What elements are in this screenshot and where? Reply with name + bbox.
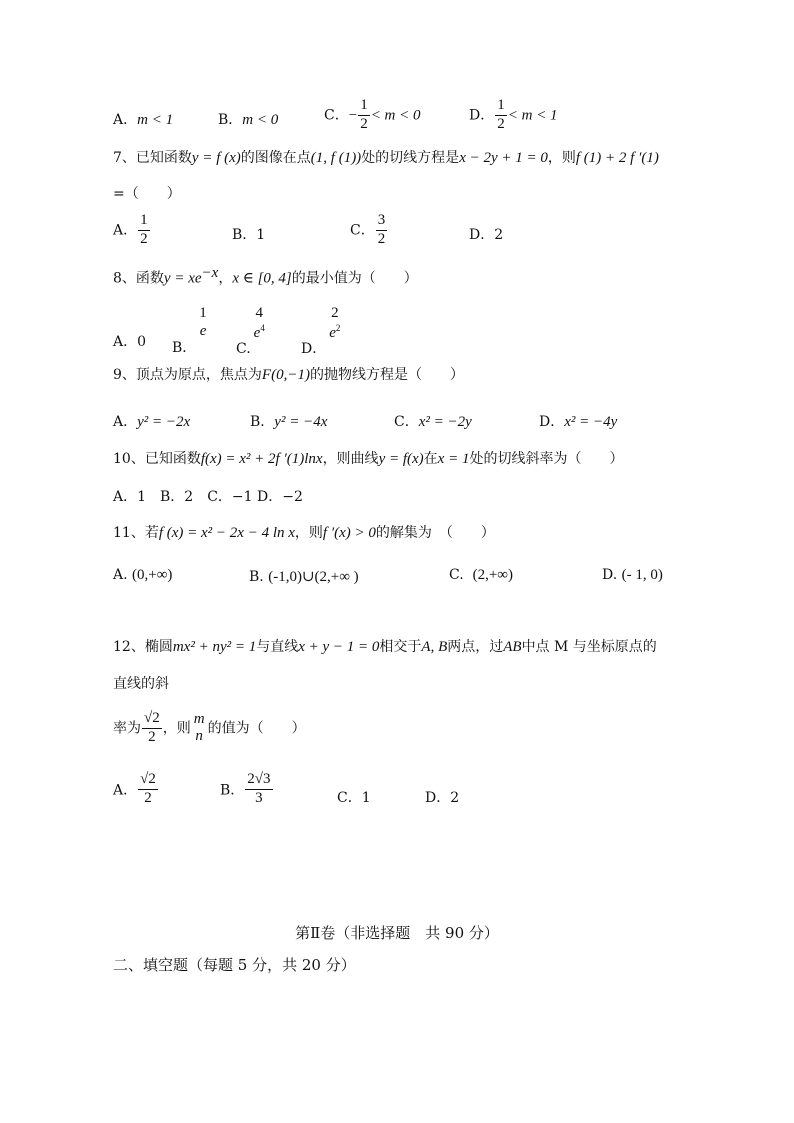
q6-option-d-denominator: 2 [497,115,505,132]
q12-text-g: ，则 [162,720,191,737]
q12-option-b-fraction [245,772,272,807]
q9-stem [113,368,464,383]
q9-option-b-label: B． [250,414,275,430]
q8-text-a: 8、函数 [113,270,164,287]
q12-stem [113,640,657,655]
q6-option-c-numerator: 1 [358,98,370,116]
q11-option-b [249,567,359,586]
q9-option-b-math: y² = −4x [274,414,328,430]
q8-option-d-denominator: e [329,324,336,341]
q8-stem [113,266,418,287]
q11-option-d-math: (- 1, 0) [621,567,663,583]
q9-option-b [250,411,327,431]
q11-option-b-math: (-1,0)∪(2,+∞ ) [268,569,359,585]
q12-ratio-numerator: m [193,710,205,727]
q6-option-a-label: A． [113,112,138,128]
q6-option-d-fraction [495,98,507,133]
q7-option-a-denominator: 2 [140,230,148,247]
q6-option-c-label: C． [324,107,349,124]
q6-option-d-numerator: 1 [495,98,507,116]
q6-option-d-label: D． [469,107,495,124]
q12-ratio-denominator: n [195,728,203,745]
q12-math-3: A, B [421,639,448,655]
q12-option-a-denominator: 2 [144,789,152,806]
q8-option-a: A．0 [113,334,147,350]
q12-text-d: 两点，过 [447,639,504,655]
q7-option-a-label: A． [113,222,138,239]
q11-option-a-math: (0,+∞) [132,567,173,583]
q12-option-b-label: B． [220,782,245,799]
q6-option-d [469,98,558,133]
q11-option-d-label: D. [602,567,618,583]
q6-option-d-tail: < m < 1 [507,107,558,124]
q8-text-b: ， [218,270,233,287]
section-title: 第Ⅱ卷（非选择题 共 90 分） [295,924,499,942]
q7-math-3: x − 2y + 1 = 0 [459,150,548,166]
q8-option-d-numerator: 2 [331,305,339,321]
q11-option-c [449,567,513,584]
q9-math-1: F(0,−1) [261,367,310,383]
q12-option-c: C．1 [337,790,371,806]
q8-option-b-label: B． [172,339,197,356]
q8-math-1: y = xe [163,270,202,287]
q7-option-c-numerator: 3 [376,213,388,231]
q8-option-c-fraction [252,306,267,342]
q10-text-b: ，则曲线 [322,451,379,467]
q12-text-a: 12、椭圆 [113,639,173,655]
q11-math-1: f (x) = x² − 2x − 4 ln x [158,525,295,541]
q8-option-d-fraction [327,306,342,342]
q7-option-a-fraction [138,213,150,248]
q9-option-d-math: x² = −4y [564,414,618,430]
q8-option-d-exponent: 2 [335,322,341,333]
q12-math-4: AB [503,639,522,655]
q11-text-a: 11、若 [113,525,159,541]
q12-option-b [220,772,274,807]
q7-math-4: f (1) + 2 f ′(1) [575,150,659,166]
q7-option-c-fraction [376,213,388,248]
q6-option-c-minus: − [348,107,358,124]
q8-option-c-label: C. [236,340,251,357]
q10-math-2: y = f(x) [378,451,424,467]
q7-text-c: 处的切线方程是 [361,150,460,166]
q12-option-a-numerator: √2 [138,772,158,790]
q9-option-d [539,411,617,431]
q6-option-b-math: m < 0 [242,112,279,128]
q9-option-c-math: x² = −2y [418,414,472,430]
q11-math-2: f ′(x) > 0 [322,525,376,541]
q12-option-a [113,772,159,807]
q10-math-1: f(x) = x² + 2f ′(1)lnx [200,451,323,467]
q6-option-b [218,109,278,129]
q12-option-d: D．2 [425,790,460,806]
q12-text-b: 与直线 [256,639,299,655]
q7-answer-blank: =（ ） [113,186,181,202]
q7-option-c-denominator: 2 [377,230,386,247]
q9-option-d-label: D． [539,414,565,430]
q9-option-c [394,411,472,431]
q7-text-a: 7、已知函数 [113,150,192,166]
q6-option-b-label: B． [218,112,243,128]
q9-option-a [113,411,190,431]
q8-option-c-exponent: 4 [260,322,265,333]
q7-math-2: (1, f (1)) [310,150,362,166]
q7-option-b: B．1 [232,227,266,243]
q11-option-d [602,567,663,584]
q9-option-a-math: y² = −2x [137,414,191,430]
q9-text-a: 9、顶点为原点，焦点为 [113,367,262,383]
q8-option-c [236,305,268,357]
q8-math-1-exponent: −x [201,265,219,281]
q10-text-a: 10、已知函数 [113,451,201,467]
q12-option-b-denominator: 3 [255,789,263,806]
q8-option-d-label: D． [301,340,327,357]
q6-option-c-denominator: 2 [360,115,368,132]
q6-option-a-math: m < 1 [137,112,174,128]
q12-slope-denominator: 2 [148,728,156,745]
q12-text-c: 相交于 [379,639,422,655]
q12-stem-line-2: 直线的斜 [113,676,169,692]
q7-text-b: 的图像在点 [240,150,311,166]
q9-option-a-label: A． [113,414,138,430]
q11-option-c-label: C. [449,567,464,583]
q6-option-c [324,98,421,133]
q12-text-h: 的值为（ ） [207,720,306,737]
q7-option-d: D．2 [469,227,504,243]
q12-text-f: 率为 [113,720,141,737]
q7-option-c-label: C． [350,222,375,239]
q12-option-a-fraction [138,772,158,807]
q12-math-1: mx² + ny² = 1 [172,639,257,655]
q8-option-b [172,305,210,356]
q12-stem-line-3 [113,711,306,746]
q7-stem [113,151,659,166]
q12-option-b-numerator: 2√3 [245,772,272,790]
q6-option-c-fraction [358,98,370,133]
q11-option-a [113,567,172,584]
q6-option-c-tail: < m < 0 [370,107,421,124]
q11-option-b-label: B. [249,569,264,585]
q9-text-b: 的抛物线方程是（ ） [309,367,464,383]
q11-text-b: ，则 [294,525,323,541]
q11-text-c: 的解集为 （ ） [375,525,495,541]
section-subtitle: 二、填空题（每题 5 分，共 20 分） [113,956,356,974]
q11-option-a-label: A. [113,567,128,583]
q10-options: A．1 B．2 C．−1 D．−2 [113,489,303,505]
q8-option-b-fraction [197,306,209,340]
q12-math-2: x + y − 1 = 0 [298,639,380,655]
q7-math-1: y = f (x) [191,150,241,166]
q12-ratio-fraction [192,712,207,746]
q12-slope-fraction [142,711,162,746]
q8-text-c: 的最小值为（ ） [291,270,418,287]
q6-option-a [113,109,173,129]
q7-option-c [350,213,388,248]
q7-option-a-numerator: 1 [138,213,150,231]
q10-text-c: 在 [423,451,438,467]
q11-stem [113,526,495,541]
q8-option-b-denominator: e [199,322,207,339]
q9-option-c-label: C． [394,414,419,430]
q12-slope-numerator: √2 [142,711,162,729]
q11-option-c-math: (2,+∞) [472,567,513,583]
q7-text-d: ，则 [547,150,576,166]
q12-text-e: 中点 M 与坐标原点的 [521,639,657,655]
q7-option-a [113,213,151,248]
q8-math-2: x ∈ [0, 4] [232,270,292,287]
q12-option-a-label: A． [113,782,138,799]
q8-option-d [301,305,343,357]
q8-option-c-denominator: e [253,324,261,341]
q10-text-d: 处的切线斜率为（ ） [469,451,624,467]
q10-math-3: x = 1 [437,451,470,467]
q8-option-b-numerator: 1 [199,305,207,321]
q8-option-c-numerator: 4 [255,305,263,321]
q10-stem [113,452,623,467]
